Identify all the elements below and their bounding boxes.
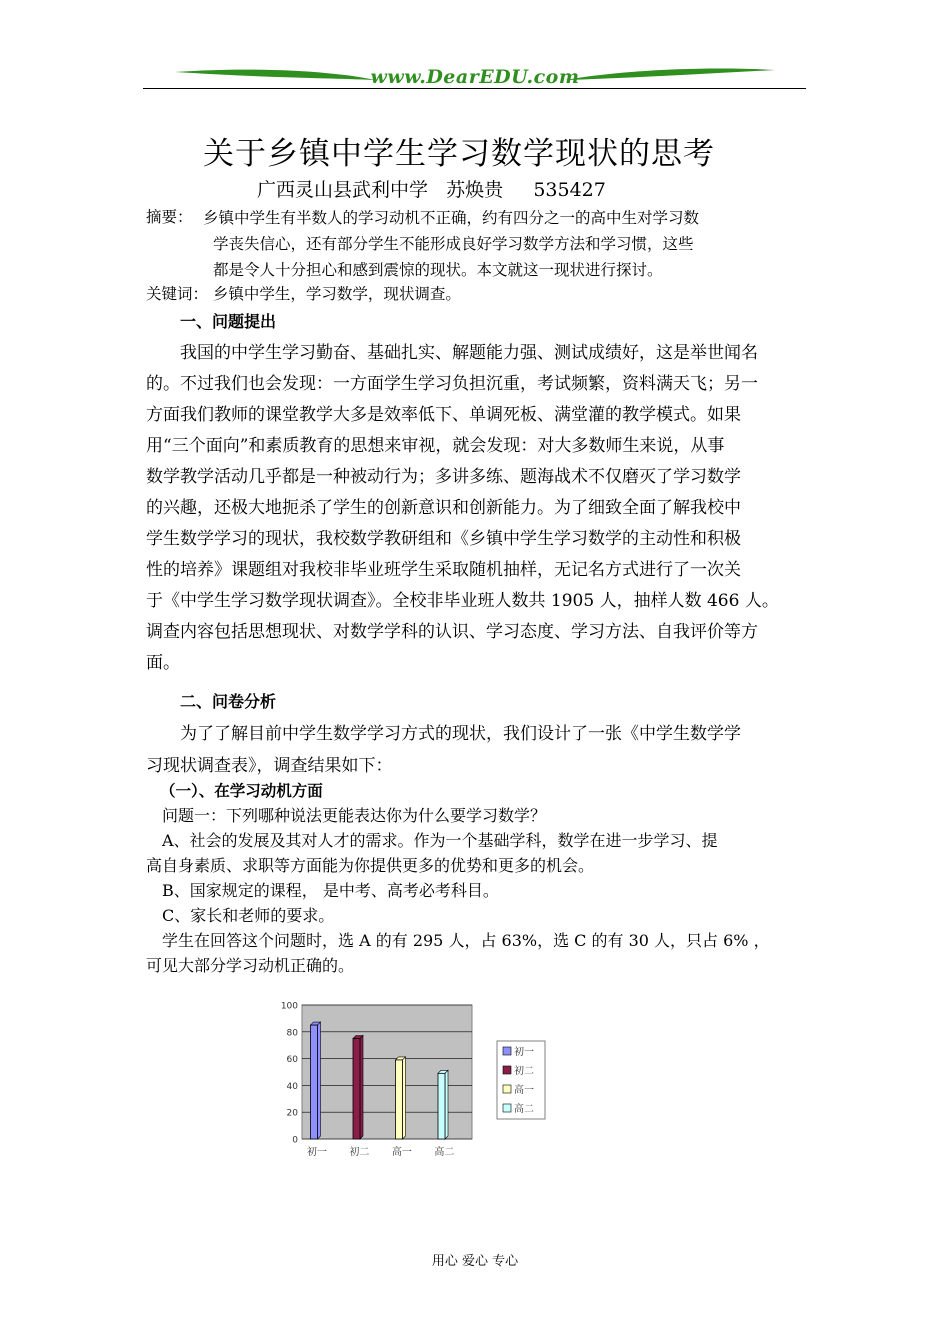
y-tick-label: 100: [280, 1001, 298, 1012]
body-line: 习现状调查表》，调查结果如下：: [146, 756, 393, 776]
bar: [438, 1073, 445, 1139]
option-c-line: C、家长和老师的要求。: [162, 906, 335, 925]
bar-side: [318, 1022, 321, 1139]
x-tick-label: 初二: [349, 1147, 370, 1158]
result-line: 可见大部分学习动机正确的。: [146, 956, 355, 975]
legend-swatch: [503, 1066, 511, 1074]
site-url-logo: www.DearEDU.com: [370, 66, 580, 88]
bar-side: [360, 1036, 363, 1140]
bar-side: [445, 1070, 448, 1139]
body-line: 调查内容包括思想现状、对数学学科的认识、学习态度、学习方法、自我评价等方: [146, 622, 758, 642]
body-line: 为了了解目前中学生数学学习方式的现状，我们设计了一张《中学生数学学: [180, 724, 741, 744]
abstract-label-text: 摘要：: [146, 208, 193, 226]
abstract-line: 都是令人十分担心和感到震惊的现状。本文就这一现状进行探讨。: [213, 261, 663, 279]
keywords: 关键词： 乡镇中学生，学习数学，现状调查。: [146, 285, 461, 303]
body-line: 数学教学活动几乎都是一种被动行为；多讲多练、题海战术不仅磨灭了学习数学: [146, 467, 741, 487]
bar-chart: [270, 995, 560, 1165]
body-line: 的。不过我们也会发现：一方面学生学习负担沉重，考试频繁，资料满天飞；另一: [146, 374, 758, 394]
question-line: 问题一：下列哪种说法更能表达你为什么要学习数学？: [162, 806, 547, 825]
legend-label: 初一: [514, 1047, 534, 1058]
legend-swatch: [503, 1085, 511, 1093]
x-tick-label: 高二: [434, 1147, 455, 1158]
body-line: 于《中学生学习数学现状调查》。全校非毕业班人数共 1905 人，抽样人数 466 人。: [146, 591, 779, 611]
abstract-label: [146, 205, 193, 227]
header-divider: [143, 88, 806, 89]
subsection-heading: （一）、在学习动机方面: [160, 782, 323, 800]
legend-swatch: [503, 1104, 511, 1112]
option-a-line: A、社会的发展及其对人才的需求。作为一个基础学科，数学在进一步学习、提: [162, 831, 718, 850]
legend-swatch: [503, 1047, 511, 1055]
body-line: 我国的中学生学习勤奋、基础扎实、解题能力强、测试成绩好，这是举世闻名: [180, 343, 758, 363]
y-tick-label: 40: [286, 1081, 298, 1092]
body-line: 学生数学学习的现状，我校数学教研组和《乡镇中学生学习数学的主动性和积极: [146, 529, 741, 549]
result-line: 学生在回答这个问题时，选 A 的有 295 人，占 63%，选 C 的有 30 人，只占 6% ，: [162, 931, 770, 950]
page-footer: 用心 爱心 专心: [431, 1254, 519, 1269]
legend-label: 高一: [514, 1085, 534, 1096]
y-tick-label: 0: [292, 1135, 298, 1146]
x-tick-label: 高一: [391, 1147, 412, 1158]
bar: [353, 1039, 360, 1140]
abstract-line: 学丧失信心，还有部分学生不能形成良好学习数学方法和学习惯，这些: [213, 235, 694, 253]
body-line: 性的培养》课题组对我校非毕业班学生采取随机抽样，无记名方式进行了一次关: [146, 560, 741, 580]
bar: [396, 1060, 403, 1139]
author-line: 广西灵山县武利中学 苏焕贵 535427: [257, 179, 606, 201]
body-line: 的兴趣，还极大地扼杀了学生的创新意识和创新能力。为了细致全面了解我校中: [146, 498, 741, 518]
x-tick-label: 初一: [306, 1147, 327, 1158]
y-tick-label: 20: [286, 1108, 298, 1119]
legend-label: 初二: [514, 1066, 534, 1077]
body-line: 用“三个面向”和素质教育的思想来审视，就会发现：对大多数师生来说，从事: [146, 436, 725, 456]
body-line: 方面我们教师的课堂教学大多是效率低下、单调死板、满堂灌的教学模式。如果: [146, 405, 741, 425]
section-heading-2: 二、问卷分析: [180, 692, 277, 711]
page-title: 关于乡镇中学生学习数学现状的思考: [203, 136, 715, 172]
y-tick-label: 80: [286, 1028, 298, 1039]
bar: [311, 1025, 318, 1139]
abstract-line: 乡镇中学生有半数人的学习动机不正确，约有四分之一的高中生对学习数: [203, 209, 700, 227]
legend-label: 高二: [514, 1104, 534, 1115]
bar-side: [403, 1057, 406, 1139]
body-line: 面。: [146, 653, 180, 673]
option-b-line: B、国家规定的课程， 是中考、高考必考科目。: [162, 881, 499, 900]
x-axis-ticks: [307, 1145, 455, 1158]
y-axis-ticks: [281, 1002, 298, 1146]
section-heading-1: 一、问题提出: [180, 312, 277, 331]
y-tick-label: 60: [286, 1055, 298, 1066]
option-a-line: 高自身素质、求职等方面能为你提供更多的优势和更多的机会。: [146, 856, 595, 875]
